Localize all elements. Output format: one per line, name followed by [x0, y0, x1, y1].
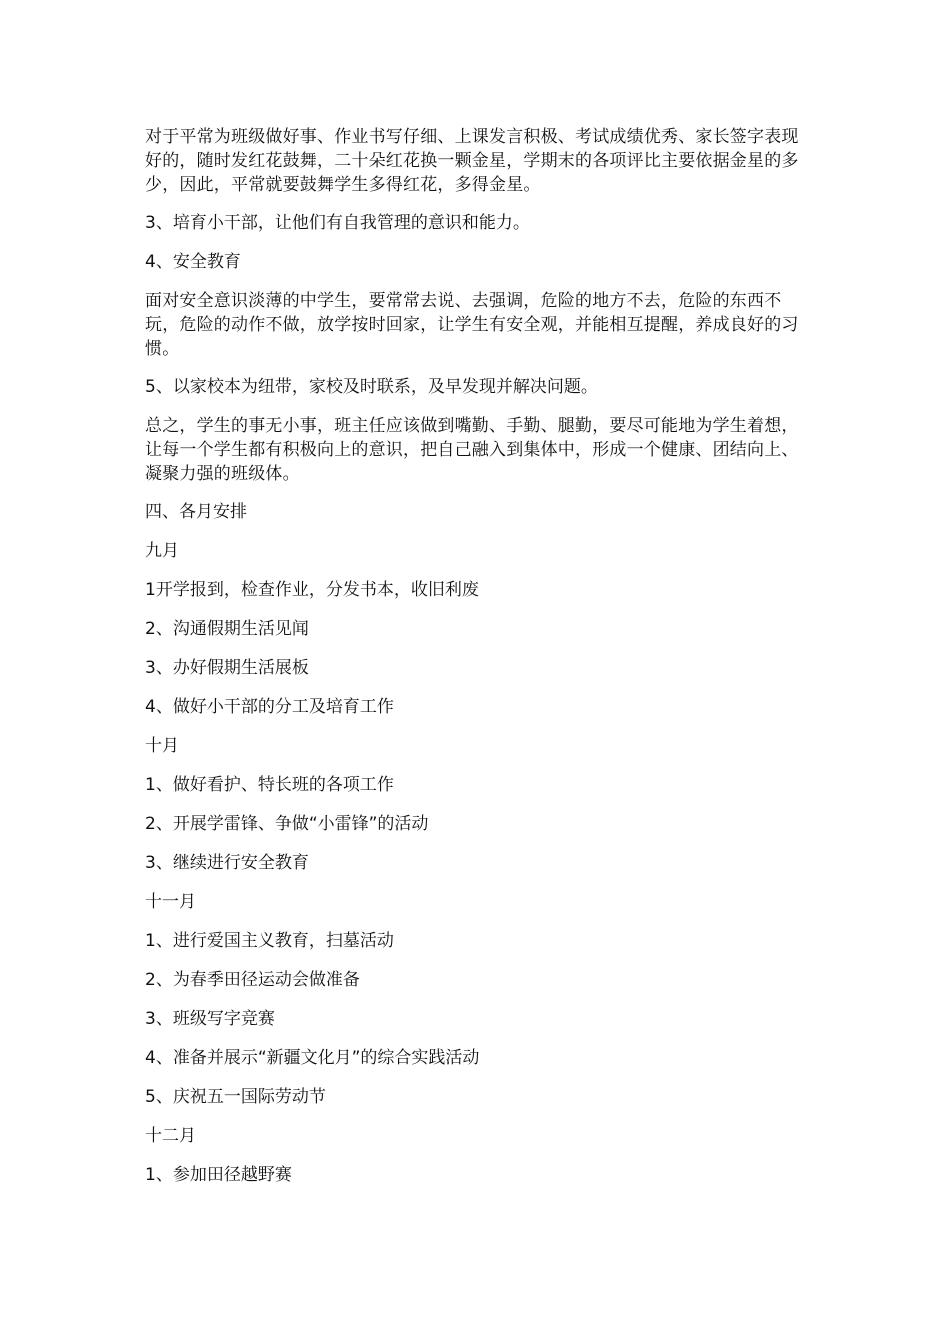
month-heading-november: 十一月 — [145, 892, 196, 912]
month-heading-october: 十月 — [145, 736, 179, 756]
item-train-cadres: 3、培育小干部，让他们有自我管理的意识和能力。 — [145, 213, 530, 233]
list-item: 3、办好假期生活展板 — [145, 658, 309, 678]
document-body — [145, 125, 805, 1202]
list-item: 1开学报到，检查作业，分发书本，收旧利废 — [145, 580, 479, 600]
list-item: 3、继续进行安全教育 — [145, 853, 309, 873]
paragraph-safety-awareness: 面对安全意识淡薄的中学生，要常常去说、去强调，危险的地方不去，危险的东西不玩，危险的动作不做，放学按时回家，让学生有安全观，并能相互提醒，养成良好的习惯。 — [145, 291, 799, 359]
list-item: 2、沟通假期生活见闻 — [145, 619, 309, 639]
list-item: 3、班级写字竞赛 — [145, 1009, 275, 1029]
month-heading-september: 九月 — [145, 541, 179, 561]
list-item: 1、做好看护、特长班的各项工作 — [145, 775, 394, 795]
list-item: 4、准备并展示“新疆文化月”的综合实践活动 — [145, 1048, 480, 1068]
paragraph-red-flower-reward: 对于平常为班级做好事、作业书写仔细、上课发言积极、考试成绩优秀、家长签字表现好的，随时发红花鼓舞，二十朵红花换一颗金星，学期末的各项评比主要依据金星的多少，因此，平常就要鼓舞学生多得红花，多得金星。 — [145, 127, 799, 195]
section-heading-monthly-plan: 四、各月安排 — [145, 502, 247, 522]
item-safety-education: 4、安全教育 — [145, 252, 241, 272]
list-item: 1、进行爱国主义教育，扫墓活动 — [145, 931, 394, 951]
paragraph-summary: 总之，学生的事无小事，班主任应该做到嘴勤、手勤、腿勤，要尽可能地为学生着想，让每一个学生都有积极向上的意识，把自己融入到集体中，形成一个健康、团结向上、凝聚力强的班级体。 — [145, 416, 799, 484]
list-item: 2、开展学雷锋、争做“小雷锋”的活动 — [145, 814, 429, 834]
list-item: 5、庆祝五一国际劳动节 — [145, 1087, 326, 1107]
list-item: 4、做好小干部的分工及培育工作 — [145, 697, 394, 717]
month-heading-december: 十二月 — [145, 1126, 196, 1146]
list-item: 1、参加田径越野赛 — [145, 1165, 292, 1185]
item-home-school-contact: 5、以家校本为纽带，家校及时联系，及早发现并解决问题。 — [145, 377, 598, 397]
list-item: 2、为春季田径运动会做准备 — [145, 970, 360, 990]
